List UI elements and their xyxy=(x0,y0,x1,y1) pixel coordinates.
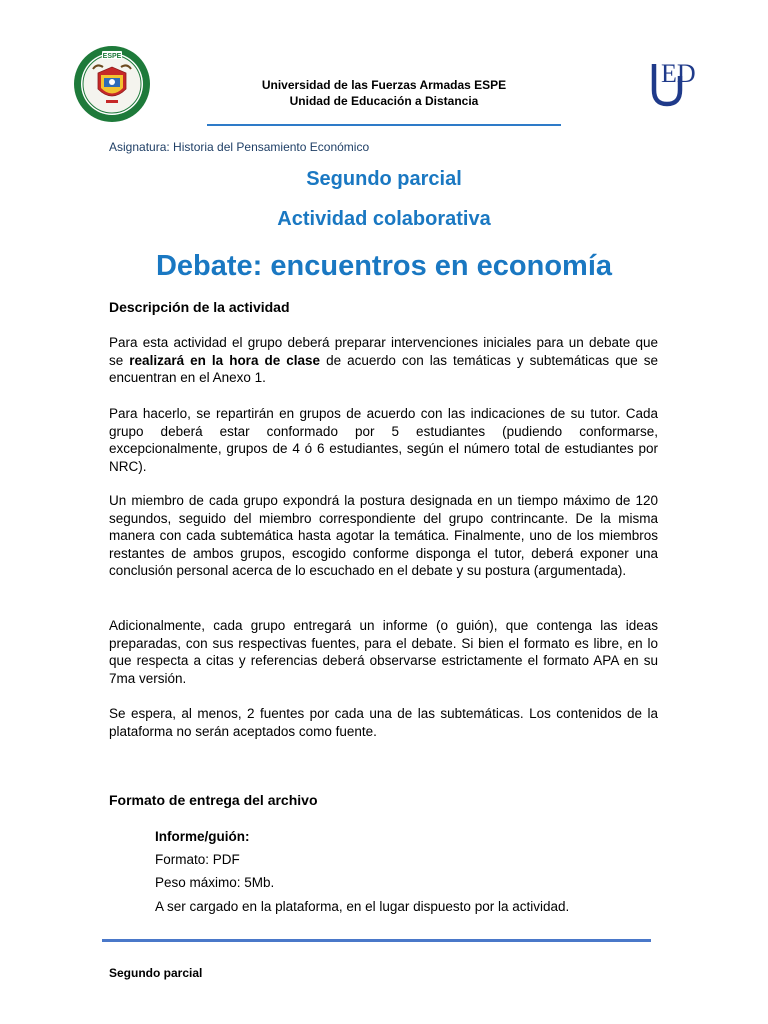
institution-name: Universidad de las Fuerzas Armadas ESPE xyxy=(261,78,507,92)
subject-label: Asignatura xyxy=(109,140,167,154)
svg-text:ED: ED xyxy=(661,59,696,88)
description-heading: Descripción de la actividad xyxy=(109,299,290,315)
footer-divider xyxy=(102,939,651,942)
activity-title: Actividad colaborativa xyxy=(277,208,491,230)
paragraph-sources: Se espera, al menos, 2 fuentes por cada una de las subtemáticas. Los contenidos de la plataforma no serán aceptados como fuente. xyxy=(109,706,658,739)
subject-line xyxy=(109,139,369,155)
svg-text:ESPE: ESPE xyxy=(102,53,122,60)
institution-unit: Unidad de Educación a Distancia xyxy=(289,94,479,108)
subject-value: : Historia del Pensamiento Económico xyxy=(166,140,370,154)
paragraph-intro-bold: realizará en la hora de clase xyxy=(129,352,321,368)
delivery-item-title: Informe/guión: xyxy=(155,829,250,844)
partial-title: Segundo parcial xyxy=(306,168,462,190)
delivery-max-size: Peso máximo: 5Mb. xyxy=(155,875,275,890)
paragraph-procedure: Un miembro de cada grupo expondrá la postura designada en un tiempo máximo de 120 segundos, seguido del miembro correspondiente del grupo contrincante. De la misma manera con cada subtemática hasta agotar la temática. Finalmente, uno de los miembros restantes de ambos grupos, escogido conforme disponga el tutor, deberá exponer una conclusión personal acerca de lo escuchado en el debate y su postura (argumentada). xyxy=(109,493,658,579)
header-divider xyxy=(207,124,561,126)
paragraph-intro-a: Para esta actividad el grupo deberá preparar intervenciones iniciales para un debate que se xyxy=(109,335,658,368)
footer-text: Segundo parcial xyxy=(109,966,203,980)
paragraph-intro xyxy=(109,334,658,387)
debate-title: Debate: encuentros en economía xyxy=(155,250,613,282)
delivery-upload: A ser cargado en la plataforma, en el lugar dispuesto por la actividad. xyxy=(155,899,570,914)
delivery-heading: Formato de entrega del archivo xyxy=(109,792,318,808)
paragraph-groups: Para hacerlo, se repartirán en grupos de acuerdo con las indicaciones de su tutor. Cada grupo deberá estar conformado por 5 estudiantes (pudiendo conformarse, excepcionalmente, grupos de 4 ó 6 estudiantes, según el número total de estudiantes por NRC). xyxy=(109,406,658,474)
delivery-format: Formato: PDF xyxy=(155,852,240,867)
paragraph-report: Adicionalmente, cada grupo entregará un informe (o guión), que contenga las ideas preparadas, con sus respectivas fuentes, para el debate. Si bien el formato es libre, en lo que respecta a citas y referencias deberá observarse estrictamente el formato APA en su 7ma versión. xyxy=(109,618,658,686)
paragraph-intro-b: de acuerdo con las temáticas y subtemáticas que se encuentran en el Anexo 1. xyxy=(109,352,659,386)
